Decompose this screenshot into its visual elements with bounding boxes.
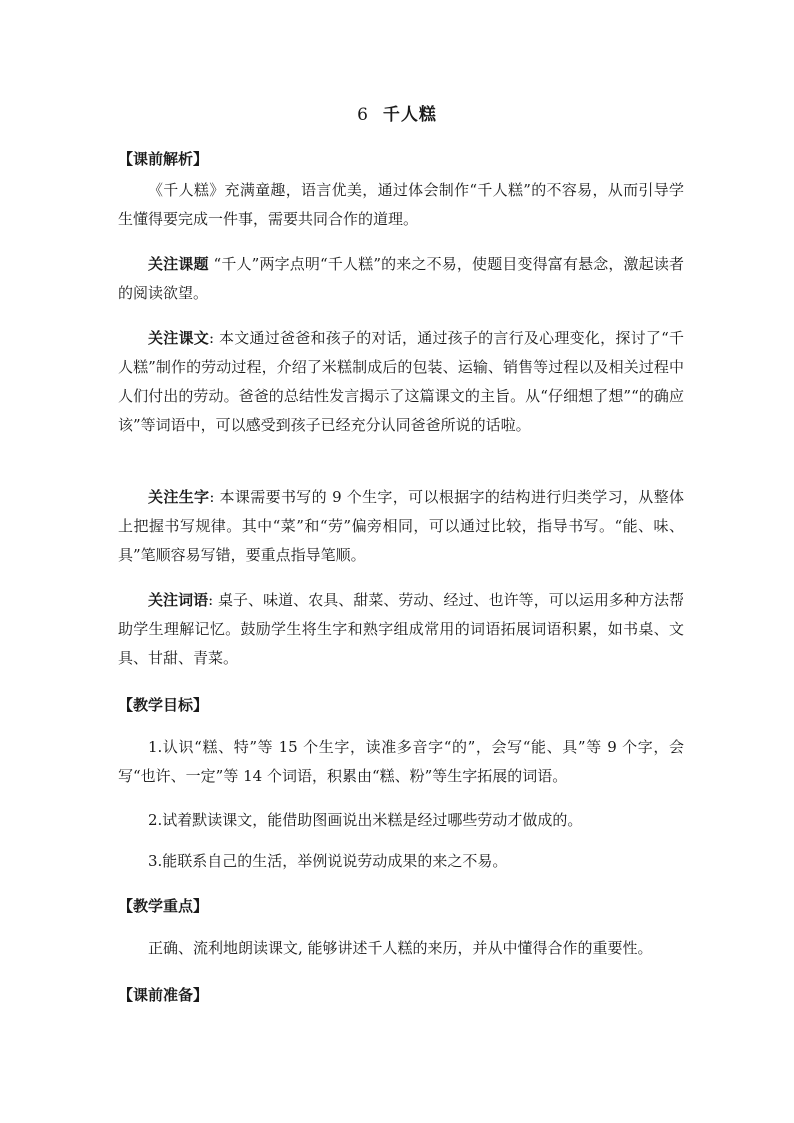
heading-teaching-goals: 【教学目标】: [118, 696, 209, 714]
char-focus-text: : 本课需要书写的 9 个生字，可以根据字的结构进行归类学习，从整体上把握书写规律。其中“菜”和“劳”偏旁相同，可以通过比较，指导书写。“能、味、具”笔顺容易写错，要重点指导笔顺。: [118, 488, 684, 564]
key-points-text: 正确、流利地朗读课文, 能够讲述千人糕的来历，并从中懂得合作的重要性。: [148, 939, 653, 957]
heading-pre-analysis: 【课前解析】: [118, 150, 209, 168]
goal-item-1: 1.认识“糕、特”等 15 个生字，读准多音字“的”，会写“能、具”等 9 个字，会写“也许、一定”等 14 个词语，积累由“糕、粉”等生字拓展的词语。: [118, 738, 684, 785]
analysis-intro: 《千人糕》充满童趣，语言优美，通过体会制作“千人糕”的不容易，从而引导学生懂得要完成一件事，需要共同合作的道理。: [118, 181, 684, 228]
word-focus-text: : 桌子、味道、农具、甜菜、劳动、经过、也许等，可以运用多种方法帮助学生理解记忆。鼓励学生将生字和熟字组成常用的词语拓展词语积累，如书桌、文具、甘甜、青菜。: [118, 591, 684, 667]
lesson-title: [0, 100, 794, 125]
word-focus-paragraph: [118, 586, 684, 673]
char-focus-label: 关注生字: [148, 488, 210, 506]
text-focus-label: 关注课文: [148, 329, 209, 347]
lesson-number: 6: [357, 105, 369, 125]
lesson-title-text: 千人糕: [382, 105, 437, 125]
goal-item-3: 3.能联系自己的生活，举例说说劳动成果的来之不易。: [148, 852, 508, 870]
title-focus-label: 关注课题: [148, 255, 209, 273]
title-focus-text: “千人”两字点明“千人糕”的来之不易，使题目变得富有悬念，激起读者的阅读欲望。: [118, 255, 684, 302]
heading-preparation: 【课前准备】: [118, 986, 209, 1004]
text-focus-paragraph: [118, 324, 684, 440]
goal-item-2: 2.试着默读课文，能借助图画说出米糕是经过哪些劳动才做成的。: [148, 811, 583, 829]
heading-teaching-key-points: 【教学重点】: [118, 897, 209, 915]
text-focus-text: : 本文通过爸爸和孩子的对话，通过孩子的言行及心理变化，探讨了“千人糕”制作的劳动过程，介绍了米糕制成后的包装、运输、销售等过程以及相关过程中人们付出的劳动。爸爸的总结性发言揭示了这篇课文的主旨。从“仔细想了想”“的确应该”等词语中，可以感受到孩子已经充分认同爸爸所说的话啦。: [118, 329, 684, 434]
title-focus-paragraph: [118, 250, 684, 308]
char-focus-paragraph: [118, 483, 684, 570]
word-focus-label: 关注词语: [148, 591, 209, 609]
